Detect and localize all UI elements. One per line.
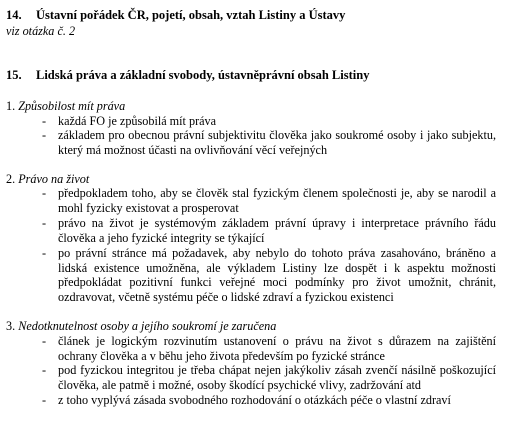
item-heading-3 — [6, 319, 276, 334]
dash-bullet: - — [42, 246, 47, 260]
section-number: 15. — [6, 68, 22, 82]
bullet-text: základem pro obecnou právní subjektivitu člověka jako soukromé osoby i jako subjektu, který má možnost účasti na ovlivňování věcí veřejných — [58, 128, 496, 157]
dash-bullet: - — [42, 114, 47, 128]
item-number: 3. — [6, 319, 16, 333]
dash-bullet: - — [42, 334, 47, 348]
section-note: viz otázka č. 2 — [6, 24, 76, 38]
dash-bullet: - — [42, 216, 47, 230]
item-title: Nedotknutelnost osoby a jejího soukromí je zaručena — [18, 319, 277, 333]
item-number: 2. — [6, 172, 16, 186]
bullet-text: právo na život je systémovým základem právní úpravy i interpretace právního řádu člověka a jeho fyzické integrity se týkající — [58, 216, 496, 245]
item-heading-2 — [6, 172, 89, 187]
list-item — [42, 363, 496, 392]
bullet-text: po právní stránce má požadavek, aby nebylo do tohoto práva zasahováno, bráněno a lidská existence umožněna, ale výkladem Listiny lze dospět i k aspektu možnosti předpokládat pozitivní funkci veřejné moci podmínky pro život umožnit, chránit, ozdravovat, včetně systému péče o lidské zdraví a fyzickou existenci — [58, 246, 496, 304]
section-heading-15 — [6, 68, 369, 83]
bullet-text: z toho vyplývá zásada svobodného rozhodování o otázkách péče o vlastní zdraví — [58, 393, 451, 407]
bullet-text: předpokladem toho, aby se člověk stal fyzickým členem společnosti je, aby se narodil a mohl fyzicky existovat a prosperovat — [58, 186, 496, 215]
section-title: Ústavní pořádek ČR, pojetí, obsah, vztah Listiny a Ústavy — [36, 8, 346, 22]
section-title: Lidská práva a základní svobody, ústavněprávní obsah Listiny — [36, 68, 370, 82]
item-heading-1 — [6, 99, 125, 114]
list-item — [42, 186, 496, 215]
item-number: 1. — [6, 99, 16, 113]
item-title: Právo na život — [18, 172, 90, 186]
list-item — [42, 114, 496, 129]
dash-bullet: - — [42, 363, 47, 377]
bullet-text: pod fyzickou integritou je třeba chápat nejen jakýkoliv zásah zvenčí násilně poškozující člověka, ale patmě i možné, osoby škodící psychické vlivy, zadržování atd — [58, 363, 496, 392]
dash-bullet: - — [42, 128, 47, 142]
section-heading-14 — [6, 8, 345, 23]
list-item — [42, 128, 496, 157]
list-item — [42, 246, 496, 304]
section-number: 14. — [6, 8, 22, 22]
list-item — [42, 393, 496, 408]
dash-bullet: - — [42, 393, 47, 407]
bullet-text: každá FO je způsobilá mít práva — [58, 114, 217, 128]
list-item — [42, 334, 496, 363]
list-item — [42, 216, 496, 245]
bullet-text: článek je logickým rozvinutím ustanovení o právu na život s důrazem na zajištění ochrany člověka a v běhu jeho života především po fyzické stránce — [58, 334, 496, 363]
item-title: Způsobilost mít práva — [18, 99, 126, 113]
dash-bullet: - — [42, 186, 47, 200]
